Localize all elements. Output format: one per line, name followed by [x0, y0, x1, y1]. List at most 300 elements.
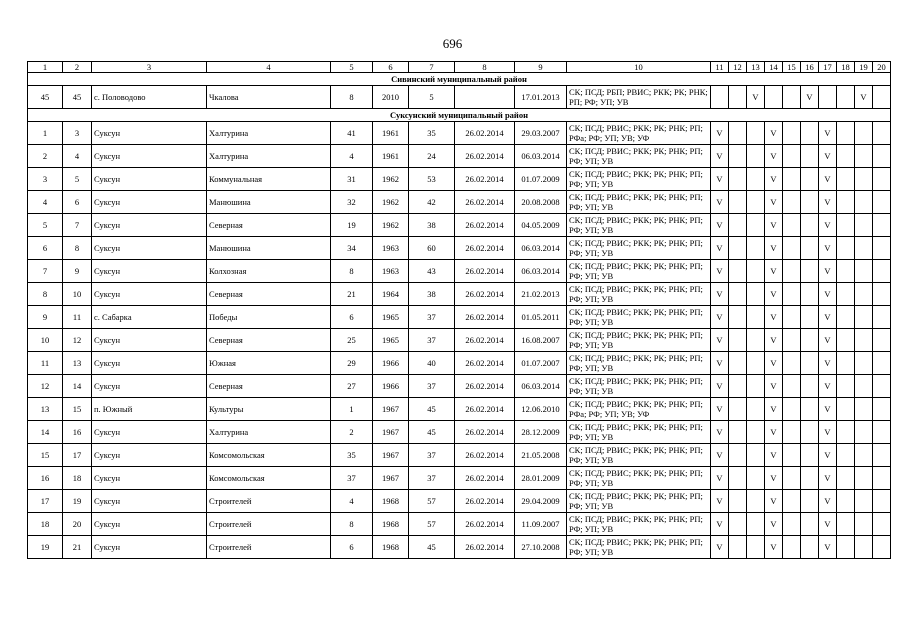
section-header-row [28, 109, 891, 122]
check-mark-cell [855, 260, 873, 283]
check-mark-cell: V [819, 398, 837, 421]
check-mark-cell: V [711, 536, 729, 559]
check-mark-cell [729, 122, 747, 145]
work-types-cell: СК; ПСД; РВИС; РКК; РК; РНК; РП; РФ; УП; УВ [567, 191, 711, 214]
check-mark-cell [747, 421, 765, 444]
house-id-cell: 16 [63, 421, 92, 444]
check-mark-cell: V [819, 122, 837, 145]
wear-percent-cell: 45 [409, 421, 455, 444]
check-mark-cell [729, 490, 747, 513]
column-number-cell: 14 [765, 62, 783, 73]
check-mark-cell [855, 145, 873, 168]
check-mark-cell [801, 306, 819, 329]
column-number-cell: 6 [373, 62, 409, 73]
wear-percent-cell: 57 [409, 513, 455, 536]
inspection-date-cell: 26.02.2014 [455, 260, 515, 283]
build-year-cell: 2010 [373, 86, 409, 109]
build-year-cell: 1962 [373, 214, 409, 237]
check-mark-cell [783, 145, 801, 168]
house-id-cell: 21 [63, 536, 92, 559]
check-mark-cell: V [765, 421, 783, 444]
check-mark-cell: V [819, 352, 837, 375]
check-mark-cell: V [765, 191, 783, 214]
row-number-cell: 6 [28, 237, 63, 260]
check-mark-cell [801, 490, 819, 513]
check-mark-cell [783, 191, 801, 214]
work-types-cell: СК; ПСД; РВИС; РКК; РК; РНК; РП; РФ; УП; УВ [567, 237, 711, 260]
check-mark-cell [801, 214, 819, 237]
check-mark-cell: V [711, 237, 729, 260]
check-mark-cell: V [819, 283, 837, 306]
check-mark-cell: V [765, 283, 783, 306]
wear-percent-cell: 60 [409, 237, 455, 260]
check-mark-cell: V [711, 398, 729, 421]
check-mark-cell [729, 352, 747, 375]
street-cell: Коммунальная [207, 168, 331, 191]
check-mark-cell [729, 168, 747, 191]
table-row [28, 191, 891, 214]
check-mark-cell [729, 421, 747, 444]
check-mark-cell [837, 237, 855, 260]
row-number-cell: 4 [28, 191, 63, 214]
check-mark-cell [837, 398, 855, 421]
row-number-cell: 3 [28, 168, 63, 191]
build-year-cell: 1964 [373, 283, 409, 306]
empty-cell [873, 421, 891, 444]
check-mark-cell: V [711, 145, 729, 168]
check-mark-cell [855, 283, 873, 306]
check-mark-cell [837, 513, 855, 536]
house-id-cell: 13 [63, 352, 92, 375]
row-number-cell: 17 [28, 490, 63, 513]
registry-table [27, 61, 891, 559]
section-header-row [28, 73, 891, 86]
settlement-cell: Суксун [92, 122, 207, 145]
check-mark-cell [819, 86, 837, 109]
empty-cell [873, 260, 891, 283]
check-mark-cell [765, 86, 783, 109]
house-number-cell: 32 [331, 191, 373, 214]
check-mark-cell [801, 421, 819, 444]
empty-cell [873, 168, 891, 191]
house-id-cell: 11 [63, 306, 92, 329]
table-row [28, 375, 891, 398]
check-mark-cell: V [711, 352, 729, 375]
check-mark-cell [855, 122, 873, 145]
check-mark-cell [747, 237, 765, 260]
street-cell: Северная [207, 214, 331, 237]
work-types-cell: СК; ПСД; РВИС; РКК; РК; РНК; РП; РФ; УП; УВ [567, 490, 711, 513]
check-mark-cell [837, 421, 855, 444]
survey-date-cell: 01.05.2011 [515, 306, 567, 329]
check-mark-cell [729, 444, 747, 467]
check-mark-cell [801, 375, 819, 398]
check-mark-cell [783, 214, 801, 237]
table-row [28, 122, 891, 145]
check-mark-cell [801, 191, 819, 214]
settlement-cell: Суксун [92, 421, 207, 444]
wear-percent-cell: 38 [409, 214, 455, 237]
column-number-cell: 13 [747, 62, 765, 73]
settlement-cell: Суксун [92, 375, 207, 398]
column-number-cell: 10 [567, 62, 711, 73]
check-mark-cell [837, 536, 855, 559]
table-row [28, 467, 891, 490]
check-mark-cell: V [819, 513, 837, 536]
section-title: Суксунский муниципальный район [28, 109, 891, 122]
wear-percent-cell: 57 [409, 490, 455, 513]
check-mark-cell [837, 214, 855, 237]
check-mark-cell [783, 352, 801, 375]
check-mark-cell: V [765, 513, 783, 536]
check-mark-cell [837, 375, 855, 398]
check-mark-cell [837, 329, 855, 352]
settlement-cell: с. Половодово [92, 86, 207, 109]
street-cell: Победы [207, 306, 331, 329]
check-mark-cell: V [819, 536, 837, 559]
survey-date-cell: 12.06.2010 [515, 398, 567, 421]
settlement-cell: Суксун [92, 490, 207, 513]
house-id-cell: 17 [63, 444, 92, 467]
house-number-cell: 8 [331, 86, 373, 109]
row-number-cell: 12 [28, 375, 63, 398]
wear-percent-cell: 24 [409, 145, 455, 168]
inspection-date-cell: 26.02.2014 [455, 329, 515, 352]
house-id-cell: 19 [63, 490, 92, 513]
build-year-cell: 1968 [373, 490, 409, 513]
check-mark-cell: V [765, 306, 783, 329]
work-types-cell: СК; ПСД; РБП; РВИС; РКК; РК; РНК; РП; РФ; УП; УВ [567, 86, 711, 109]
column-number-cell: 12 [729, 62, 747, 73]
check-mark-cell [747, 352, 765, 375]
check-mark-cell [729, 467, 747, 490]
check-mark-cell [837, 444, 855, 467]
check-mark-cell [855, 467, 873, 490]
row-number-cell: 8 [28, 283, 63, 306]
check-mark-cell: V [855, 86, 873, 109]
row-number-cell: 10 [28, 329, 63, 352]
build-year-cell: 1967 [373, 444, 409, 467]
registry-table-body [28, 62, 891, 559]
check-mark-cell: V [819, 306, 837, 329]
build-year-cell: 1963 [373, 260, 409, 283]
table-row [28, 86, 891, 109]
check-mark-cell [783, 398, 801, 421]
table-row [28, 421, 891, 444]
wear-percent-cell: 37 [409, 467, 455, 490]
build-year-cell: 1961 [373, 145, 409, 168]
check-mark-cell: V [819, 467, 837, 490]
check-mark-cell [783, 329, 801, 352]
check-mark-cell [729, 237, 747, 260]
survey-date-cell: 28.12.2009 [515, 421, 567, 444]
check-mark-cell [783, 536, 801, 559]
check-mark-cell [855, 237, 873, 260]
empty-cell [873, 352, 891, 375]
check-mark-cell [747, 168, 765, 191]
column-number-cell: 3 [92, 62, 207, 73]
check-mark-cell: V [765, 444, 783, 467]
check-mark-cell [855, 490, 873, 513]
check-mark-cell: V [765, 398, 783, 421]
inspection-date-cell: 26.02.2014 [455, 490, 515, 513]
empty-cell [873, 237, 891, 260]
row-number-cell: 13 [28, 398, 63, 421]
empty-cell [873, 145, 891, 168]
build-year-cell: 1967 [373, 467, 409, 490]
settlement-cell: Суксун [92, 444, 207, 467]
check-mark-cell [729, 513, 747, 536]
work-types-cell: СК; ПСД; РВИС; РКК; РК; РНК; РП; РФ; УП; УВ [567, 329, 711, 352]
house-id-cell: 8 [63, 237, 92, 260]
table-row [28, 329, 891, 352]
house-id-cell: 10 [63, 283, 92, 306]
wear-percent-cell: 45 [409, 536, 455, 559]
street-cell: Строителей [207, 513, 331, 536]
inspection-date-cell: 26.02.2014 [455, 237, 515, 260]
work-types-cell: СК; ПСД; РВИС; РКК; РК; РНК; РП; РФ; УП; УВ [567, 467, 711, 490]
house-number-cell: 8 [331, 260, 373, 283]
house-id-cell: 20 [63, 513, 92, 536]
row-number-cell: 15 [28, 444, 63, 467]
column-number-cell: 17 [819, 62, 837, 73]
check-mark-cell [855, 398, 873, 421]
check-mark-cell: V [711, 421, 729, 444]
column-number-cell: 5 [331, 62, 373, 73]
table-row [28, 237, 891, 260]
wear-percent-cell: 40 [409, 352, 455, 375]
check-mark-cell [729, 375, 747, 398]
column-number-cell: 20 [873, 62, 891, 73]
survey-date-cell: 01.07.2007 [515, 352, 567, 375]
work-types-cell: СК; ПСД; РВИС; РКК; РК; РНК; РП; РФ; УП; УВ [567, 214, 711, 237]
column-number-cell: 2 [63, 62, 92, 73]
settlement-cell: Суксун [92, 536, 207, 559]
wear-percent-cell: 37 [409, 329, 455, 352]
check-mark-cell: V [711, 375, 729, 398]
row-number-cell: 2 [28, 145, 63, 168]
inspection-date-cell: 26.02.2014 [455, 283, 515, 306]
check-mark-cell: V [819, 375, 837, 398]
check-mark-cell: V [711, 444, 729, 467]
check-mark-cell [783, 513, 801, 536]
check-mark-cell: V [711, 214, 729, 237]
wear-percent-cell: 35 [409, 122, 455, 145]
check-mark-cell [783, 122, 801, 145]
check-mark-cell: V [765, 168, 783, 191]
check-mark-cell [801, 260, 819, 283]
house-id-cell: 7 [63, 214, 92, 237]
row-number-cell: 14 [28, 421, 63, 444]
inspection-date-cell: 26.02.2014 [455, 375, 515, 398]
check-mark-cell [783, 490, 801, 513]
survey-date-cell: 21.05.2008 [515, 444, 567, 467]
check-mark-cell: V [765, 490, 783, 513]
build-year-cell: 1965 [373, 329, 409, 352]
house-id-cell: 4 [63, 145, 92, 168]
empty-cell [873, 536, 891, 559]
settlement-cell: с. Сабарка [92, 306, 207, 329]
survey-date-cell: 01.07.2009 [515, 168, 567, 191]
inspection-date-cell: 26.02.2014 [455, 306, 515, 329]
check-mark-cell [801, 237, 819, 260]
check-mark-cell [837, 86, 855, 109]
inspection-date-cell: 26.02.2014 [455, 513, 515, 536]
check-mark-cell [783, 260, 801, 283]
check-mark-cell [855, 421, 873, 444]
street-cell: Колхозная [207, 260, 331, 283]
house-number-cell: 25 [331, 329, 373, 352]
column-number-cell: 8 [455, 62, 515, 73]
build-year-cell: 1963 [373, 237, 409, 260]
survey-date-cell: 06.03.2014 [515, 145, 567, 168]
survey-date-cell: 28.01.2009 [515, 467, 567, 490]
check-mark-cell: V [819, 421, 837, 444]
work-types-cell: СК; ПСД; РВИС; РКК; РК; РНК; РП; РФ; УП; УВ [567, 444, 711, 467]
survey-date-cell: 04.05.2009 [515, 214, 567, 237]
check-mark-cell [729, 329, 747, 352]
check-mark-cell: V [819, 168, 837, 191]
check-mark-cell [747, 214, 765, 237]
check-mark-cell [801, 122, 819, 145]
work-types-cell: СК; ПСД; РВИС; РКК; РК; РНК; РП; РФ; УП; УВ [567, 306, 711, 329]
check-mark-cell: V [819, 214, 837, 237]
house-id-cell: 18 [63, 467, 92, 490]
empty-cell [873, 490, 891, 513]
row-number-cell: 19 [28, 536, 63, 559]
row-number-cell: 18 [28, 513, 63, 536]
work-types-cell: СК; ПСД; РВИС; РКК; РК; РНК; РП; РФ; УП; УВ [567, 145, 711, 168]
check-mark-cell [711, 86, 729, 109]
house-id-cell: 12 [63, 329, 92, 352]
table-row [28, 398, 891, 421]
check-mark-cell [747, 191, 765, 214]
house-number-cell: 41 [331, 122, 373, 145]
empty-cell [873, 191, 891, 214]
work-types-cell: СК; ПСД; РВИС; РКК; РК; РНК; РП; РФа; РФ; УП; УВ; УФ [567, 398, 711, 421]
street-cell: Комсомольская [207, 444, 331, 467]
check-mark-cell: V [711, 168, 729, 191]
inspection-date-cell: 26.02.2014 [455, 421, 515, 444]
survey-date-cell: 11.09.2007 [515, 513, 567, 536]
check-mark-cell: V [711, 306, 729, 329]
house-number-cell: 19 [331, 214, 373, 237]
table-row [28, 260, 891, 283]
survey-date-cell: 20.08.2008 [515, 191, 567, 214]
check-mark-cell: V [819, 191, 837, 214]
house-number-cell: 34 [331, 237, 373, 260]
check-mark-cell [747, 490, 765, 513]
street-cell: Манюшина [207, 191, 331, 214]
check-mark-cell [729, 191, 747, 214]
wear-percent-cell: 42 [409, 191, 455, 214]
settlement-cell: Суксун [92, 467, 207, 490]
survey-date-cell: 16.08.2007 [515, 329, 567, 352]
house-id-cell: 14 [63, 375, 92, 398]
check-mark-cell [783, 168, 801, 191]
check-mark-cell [837, 145, 855, 168]
inspection-date-cell: 26.02.2014 [455, 536, 515, 559]
check-mark-cell: V [765, 352, 783, 375]
check-mark-cell [801, 513, 819, 536]
work-types-cell: СК; ПСД; РВИС; РКК; РК; РНК; РП; РФ; УП; УВ [567, 168, 711, 191]
check-mark-cell [837, 306, 855, 329]
house-number-cell: 1 [331, 398, 373, 421]
check-mark-cell: V [765, 214, 783, 237]
check-mark-cell [801, 168, 819, 191]
work-types-cell: СК; ПСД; РВИС; РКК; РК; РНК; РП; РФ; УП; УВ [567, 536, 711, 559]
house-number-cell: 29 [331, 352, 373, 375]
check-mark-cell: V [765, 329, 783, 352]
check-mark-cell [801, 352, 819, 375]
inspection-date-cell: 26.02.2014 [455, 444, 515, 467]
settlement-cell: Суксун [92, 214, 207, 237]
column-number-cell: 18 [837, 62, 855, 73]
check-mark-cell [837, 467, 855, 490]
check-mark-cell [747, 329, 765, 352]
settlement-cell: Суксун [92, 352, 207, 375]
check-mark-cell: V [765, 536, 783, 559]
survey-date-cell: 29.03.2007 [515, 122, 567, 145]
build-year-cell: 1968 [373, 536, 409, 559]
table-row [28, 490, 891, 513]
row-number-cell: 11 [28, 352, 63, 375]
check-mark-cell [783, 421, 801, 444]
check-mark-cell [783, 237, 801, 260]
check-mark-cell [747, 122, 765, 145]
empty-cell [873, 444, 891, 467]
check-mark-cell [801, 283, 819, 306]
check-mark-cell: V [819, 444, 837, 467]
house-id-cell: 5 [63, 168, 92, 191]
check-mark-cell: V [711, 122, 729, 145]
wear-percent-cell: 43 [409, 260, 455, 283]
check-mark-cell [855, 375, 873, 398]
survey-date-cell: 06.03.2014 [515, 260, 567, 283]
table-row [28, 168, 891, 191]
wear-percent-cell: 37 [409, 306, 455, 329]
table-row [28, 352, 891, 375]
check-mark-cell [747, 536, 765, 559]
empty-cell [873, 122, 891, 145]
work-types-cell: СК; ПСД; РВИС; РКК; РК; РНК; РП; РФ; УП; УВ [567, 421, 711, 444]
check-mark-cell [801, 329, 819, 352]
street-cell: Северная [207, 375, 331, 398]
house-number-cell: 4 [331, 490, 373, 513]
settlement-cell: Суксун [92, 145, 207, 168]
check-mark-cell [837, 490, 855, 513]
check-mark-cell [837, 168, 855, 191]
check-mark-cell [855, 536, 873, 559]
house-number-cell: 21 [331, 283, 373, 306]
table-row [28, 444, 891, 467]
table-row [28, 283, 891, 306]
check-mark-cell [783, 306, 801, 329]
column-number-cell: 9 [515, 62, 567, 73]
survey-date-cell: 21.02.2013 [515, 283, 567, 306]
check-mark-cell: V [711, 329, 729, 352]
empty-cell [873, 214, 891, 237]
check-mark-cell: V [819, 329, 837, 352]
column-number-row [28, 62, 891, 73]
column-number-cell: 19 [855, 62, 873, 73]
street-cell: Комсомольская [207, 467, 331, 490]
check-mark-cell: V [765, 145, 783, 168]
build-year-cell: 1961 [373, 122, 409, 145]
check-mark-cell [783, 375, 801, 398]
check-mark-cell [837, 191, 855, 214]
work-types-cell: СК; ПСД; РВИС; РКК; РК; РНК; РП; РФ; УП; УВ [567, 513, 711, 536]
